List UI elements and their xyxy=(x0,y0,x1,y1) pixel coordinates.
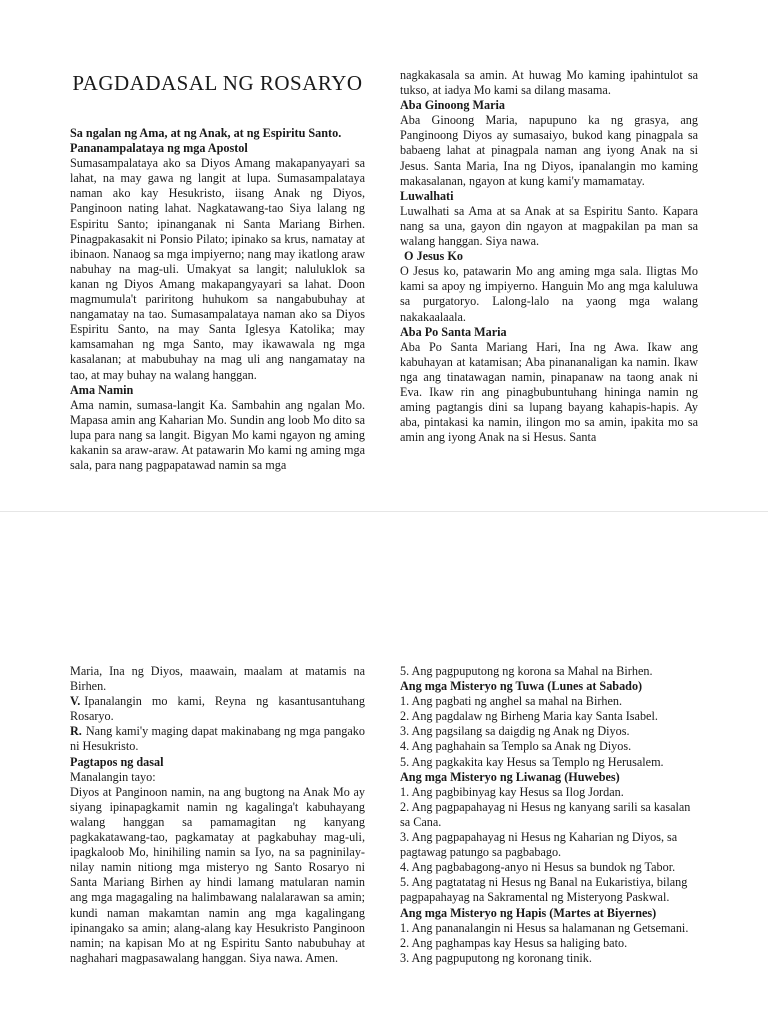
versicle-v-text: Ipanalangin mo kami, Reyna ng kasantusantuhang Rosaryo. xyxy=(70,694,365,724)
hail-holy-queen-heading: Aba Po Santa Maria xyxy=(400,324,507,339)
luminous-heading: Ang mga Misteryo ng Liwanag (Huwebes) xyxy=(400,769,620,784)
list-item: 4. Ang paghahain sa Templo sa Anak ng Diyos. xyxy=(400,739,632,754)
joyful-heading: Ang mga Misteryo ng Tuwa (Lunes at Sabado) xyxy=(400,679,643,694)
joyful-list xyxy=(400,694,698,769)
list-item: 3. Ang pagpuputong ng koronang tinik. xyxy=(400,950,592,965)
sorrowful-heading: Ang mga Misteryo ng Hapis (Martes at Biyernes) xyxy=(400,905,657,920)
list-item: 1. Ang pagbibinyag kay Hesus sa Ilog Jordan. xyxy=(400,784,624,799)
list-item: 3. Ang pagsilang sa daigdig ng Anak ng Diyos. xyxy=(400,724,630,739)
glory-be-text: Luwalhati sa Ama at sa Anak at sa Espiritu Santo. Kapara nang sa una, gayon din ngayon at magpakilan pa man sa walang hanggan. Siya nawa. xyxy=(400,203,698,249)
hail-holy-queen-text: Aba Po Santa Mariang Hari, Ina ng Awa. Ikaw ang kabuhayan at katamisan; Aba pinananaligan ka namin. Ikaw nga ang tinatawagan namin, pinapanaw na taong anak ni Eva. Ikaw rin ang pinagbubuntuhang hininga namin ng aming pagtangis dini sa lupang bayang kahapis-hapis. Ay aba, pintakasi ka namin, ilingon mo sa amin, ipakita mo sa amin ang iyong Anak na si Hesus. Santa xyxy=(400,339,698,445)
o-jesus-heading: O Jesus Ko xyxy=(404,249,463,264)
versicle-r xyxy=(70,724,365,754)
closing-prayer-intro: Manalangin tayo: xyxy=(70,769,156,784)
sign-of-cross: Sa ngalan ng Ama, at ng Anak, at ng Espiritu Santo. xyxy=(70,126,342,140)
list-item: 1. Ang pananalangin ni Hesus sa halamanan ng Getsemani. xyxy=(400,920,689,935)
versicle-r-label: R. xyxy=(70,724,82,739)
page1-left-column xyxy=(70,70,365,473)
creed-text: Sumasampalataya ako sa Diyos Amang makapanyayari sa lahat, na may gawa ng langit at lupa. Sumasampalataya naman ako kay Hesukristo, iisang Anak ng Diyos, Panginoon nating lahat. Nagkatawang-tao Siya lalang ng Espiritu Santo; ipinanganak ni Santa Mariang Birhen. Pinagpakasakit ni Ponsio Pilato; ipinako sa krus, namatay at ibinaon. Nanaog sa mga impiyerno; nang may ikatlong araw nabuhay na mag-uli. Umakyat sa langit; naluluklok sa kanan ng Diyos Amang makapangyayari sa lahat. Doon magmumula't pariritong huhukom sa nangabubuhay at nangamatay na tao. Sumasampalataya naman ako sa Diyos Espiritu Santo, na may Santa Iglesya Katolika; may kamsamahan ng mga Santo, may ikawawala ng mga kasalanan; at mabubuhay na mag uli ang nangamatay na tao, at may buhay na walang hanggan. xyxy=(70,156,365,382)
glory-be-heading: Luwalhati xyxy=(400,188,454,203)
list-item: 1. Ang pagbati ng anghel sa mahal na Birhen. xyxy=(400,694,623,709)
list-item: 4. Ang pagbabagong-anyo ni Hesus sa bundok ng Tabor. xyxy=(400,860,676,875)
page-title: PAGDADASAL NG ROSARYO xyxy=(72,71,363,95)
creed-heading: Pananampalataya ng mga Apostol xyxy=(70,141,248,156)
glorious-continued: 5. Ang pagpuputong ng korona sa Mahal na Birhen. xyxy=(400,664,653,678)
versicle-v xyxy=(70,694,365,724)
hail-mary-heading: Aba Ginoong Maria xyxy=(400,98,505,113)
list-item: 5. Ang pagtatatag ni Hesus ng Banal na Eukaristiya, bilang pagpapahayag na Sakramental ng Misteryong Paskwal. xyxy=(400,875,688,905)
hail-mary-text: Aba Ginoong Maria, napupuno ka ng grasya, ang Panginoong Diyos ay sumasaiyo, bukod kang pinagpala sa babaeng lahat at pinagpala naman ang iyong Anak na si Jesus. Santa Maria, Ina ng Diyos, ipanalangin mo kaming makasalanan, ngayon at kung kami'y mamamatay. xyxy=(400,113,698,188)
list-item: 2. Ang pagpapahayag ni Hesus ng kanyang sarili sa kasalan sa Cana. xyxy=(400,799,691,829)
o-jesus-text: O Jesus ko, patawarin Mo ang aming mga sala. Iligtas Mo kami sa apoy ng impiyerno. Hanguin Mo ang mga kaluluwa sa purgatoryo. Lalong-lalo na yaong mga walang nakakaalaala. xyxy=(400,264,698,324)
page2-right-column xyxy=(400,664,698,966)
versicle-v-label: V. xyxy=(70,694,81,709)
closing-prayer-heading: Pagtapos ng dasal xyxy=(70,754,164,769)
our-father-continued: nagkakasala sa amin. At huwag Mo kaming ipahintulot sa tukso, at iadya Mo kami sa dilang masama. xyxy=(400,68,698,98)
page2-left-column xyxy=(70,664,365,966)
our-father-text: Ama namin, sumasa-langit Ka. Sambahin ang ngalan Mo. Mapasa amin ang Kaharian Mo. Sundin ang loob Mo dito sa lupa para nang sa langit. Bigyan Mo kami ngayon ng aming kakanin sa araw-araw. At patawarin Mo kami ng aming mga sala, para nang pagpapatawad namin sa mga xyxy=(70,397,365,473)
luminous-list xyxy=(400,785,698,906)
closing-prayer-text: Diyos at Panginoon namin, na ang bugtong na Anak Mo ay siyang ipinapagkamit namin ng kagalinga't kabuhayang walang hanggan sa pamamagitan ng kanyang pagkakatawang-tao, pagkamatay at pagkabuhay mag-uli, ipagkaloob Mo, hinihiling namin sa Iyo, na sa pagninilay-nilay namin nitiong mga misteryo ng Santo Rosaryo ni Santa Mariang Birhen ay hindi lamang matularan namin ang mga magagaling na halimbawang nalalarawan sa amin; kundi naman makamtan namin ang mga kagalingang ipinangako sa amin; alang-alang kay Hesukristo Panginoon namin; na kapisan Mo at ng Espiritu Santo nabubuhay at naghahari magpasawalang hanggan. Siya nawa. Amen. xyxy=(70,784,365,965)
list-item: 5. Ang pagkakita kay Hesus sa Templo ng Herusalem. xyxy=(400,754,664,769)
our-father-heading: Ama Namin xyxy=(70,382,134,397)
hail-holy-queen-continued: Maria, Ina ng Diyos, maawain, maalam at matamis na Birhen. xyxy=(70,664,365,694)
sorrowful-list xyxy=(400,921,698,966)
document-page-2 xyxy=(0,512,768,1024)
list-item: 2. Ang pagdalaw ng Birheng Maria kay Santa Isabel. xyxy=(400,709,658,724)
versicle-r-text: Nang kami'y maging dapat makinabang ng mga pangako ni Hesukristo. xyxy=(70,724,365,754)
list-item: 3. Ang pagpapahayag ni Hesus ng Kaharian ng Diyos, sa pagtawag patungo sa pagbabago. xyxy=(400,830,678,860)
list-item: 2. Ang paghampas kay Hesus sa haliging bato. xyxy=(400,935,628,950)
page1-right-column xyxy=(400,68,698,445)
